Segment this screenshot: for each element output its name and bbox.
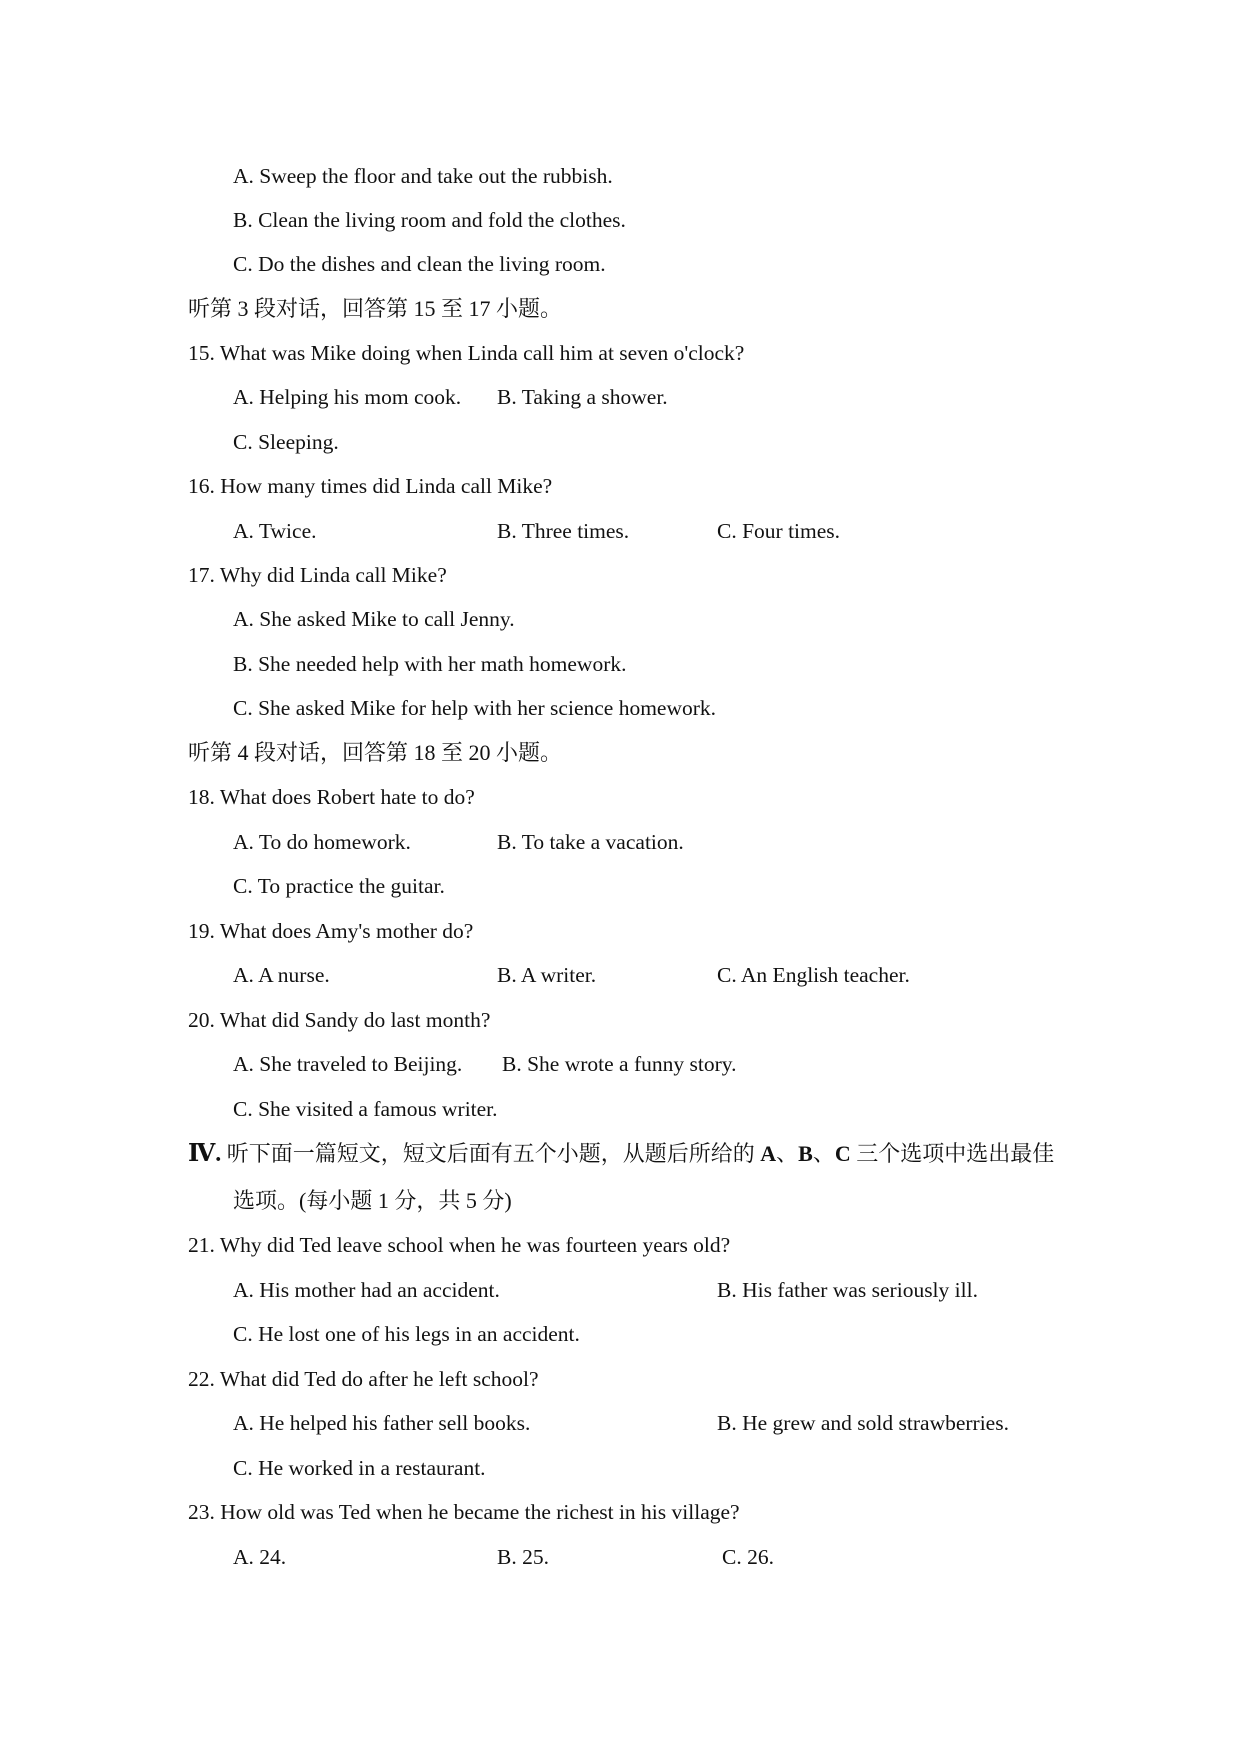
q17-option-c: C. She asked Mike for help with her science homework. xyxy=(233,696,717,720)
section-4-numeral: Ⅳ. xyxy=(188,1141,222,1167)
q18-option-b: B. To take a vacation. xyxy=(497,830,684,854)
q14-option-b: B. Clean the living room and fold the clothes. xyxy=(233,208,626,232)
q14-option-c: C. Do the dishes and clean the living room. xyxy=(233,252,606,276)
section-4-instruction xyxy=(188,1140,1054,1168)
section-4-option-b: B xyxy=(798,1141,813,1166)
q21-stem: 21. Why did Ted leave school when he was fourteen years old? xyxy=(188,1233,731,1257)
q18-option-a: A. To do homework. xyxy=(233,830,411,854)
q15-option-c: C. Sleeping. xyxy=(233,430,339,454)
q20-option-c: C. She visited a famous writer. xyxy=(233,1097,498,1121)
q16-stem: 16. How many times did Linda call Mike? xyxy=(188,474,553,498)
q22-option-c: C. He worked in a restaurant. xyxy=(233,1456,486,1480)
q19-option-a: A. A nurse. xyxy=(233,963,330,987)
q23-option-a: A. 24. xyxy=(233,1545,287,1569)
section-4-option-c: C xyxy=(834,1141,851,1166)
section-4-instruction-text: 听下面一篇短文，短文后面有五个小题，从题后所给的 xyxy=(221,1141,761,1166)
q19-option-c: C. An English teacher. xyxy=(717,963,910,987)
q23-option-c: C. 26. xyxy=(722,1545,774,1569)
section-4-separator: 、 xyxy=(776,1141,799,1166)
q17-option-b: B. She needed help with her math homework. xyxy=(233,652,627,676)
q22-option-a: A. He helped his father sell books. xyxy=(233,1411,531,1435)
q21-option-c: C. He lost one of his legs in an accident. xyxy=(233,1322,580,1346)
q20-stem: 20. What did Sandy do last month? xyxy=(188,1008,491,1032)
q16-option-c: C. Four times. xyxy=(717,519,841,543)
section-4-option-a: A xyxy=(760,1141,777,1166)
q19-stem: 19. What does Amy's mother do? xyxy=(188,919,474,943)
q15-stem: 15. What was Mike doing when Linda call him at seven o'clock? xyxy=(188,341,745,365)
q16-option-a: A. Twice. xyxy=(233,519,317,543)
q17-option-a: A. She asked Mike to call Jenny. xyxy=(233,607,515,631)
section-4-instruction-text-2: 三个选项中选出最佳 xyxy=(850,1141,1055,1166)
q23-option-b: B. 25. xyxy=(497,1545,549,1569)
q14-option-a: A. Sweep the floor and take out the rubbish. xyxy=(233,164,613,188)
q18-option-c: C. To practice the guitar. xyxy=(233,874,445,898)
q21-option-b: B. His father was seriously ill. xyxy=(717,1278,978,1302)
q15-option-a: A. Helping his mom cook. xyxy=(233,385,462,409)
q23-stem: 23. How old was Ted when he became the richest in his village? xyxy=(188,1500,740,1524)
q20-option-b: B. She wrote a funny story. xyxy=(502,1052,737,1076)
q18-stem: 18. What does Robert hate to do? xyxy=(188,785,475,809)
section-4-separator: 、 xyxy=(812,1141,835,1166)
q20-option-a: A. She traveled to Beijing. xyxy=(233,1052,463,1076)
q15-option-b: B. Taking a shower. xyxy=(497,385,668,409)
q22-stem: 22. What did Ted do after he left school? xyxy=(188,1367,539,1391)
q22-option-b: B. He grew and sold strawberries. xyxy=(717,1411,1009,1435)
dialog-3-instruction: 听第 3 段对话，回答第 15 至 17 小题。 xyxy=(188,296,563,321)
q17-stem: 17. Why did Linda call Mike? xyxy=(188,563,447,587)
section-4-instruction-line-2: 选项。(每小题 1 分，共 5 分) xyxy=(233,1188,512,1213)
q16-option-b: B. Three times. xyxy=(497,519,630,543)
q21-option-a: A. His mother had an accident. xyxy=(233,1278,500,1302)
dialog-4-instruction: 听第 4 段对话，回答第 18 至 20 小题。 xyxy=(188,740,563,765)
q19-option-b: B. A writer. xyxy=(497,963,597,987)
